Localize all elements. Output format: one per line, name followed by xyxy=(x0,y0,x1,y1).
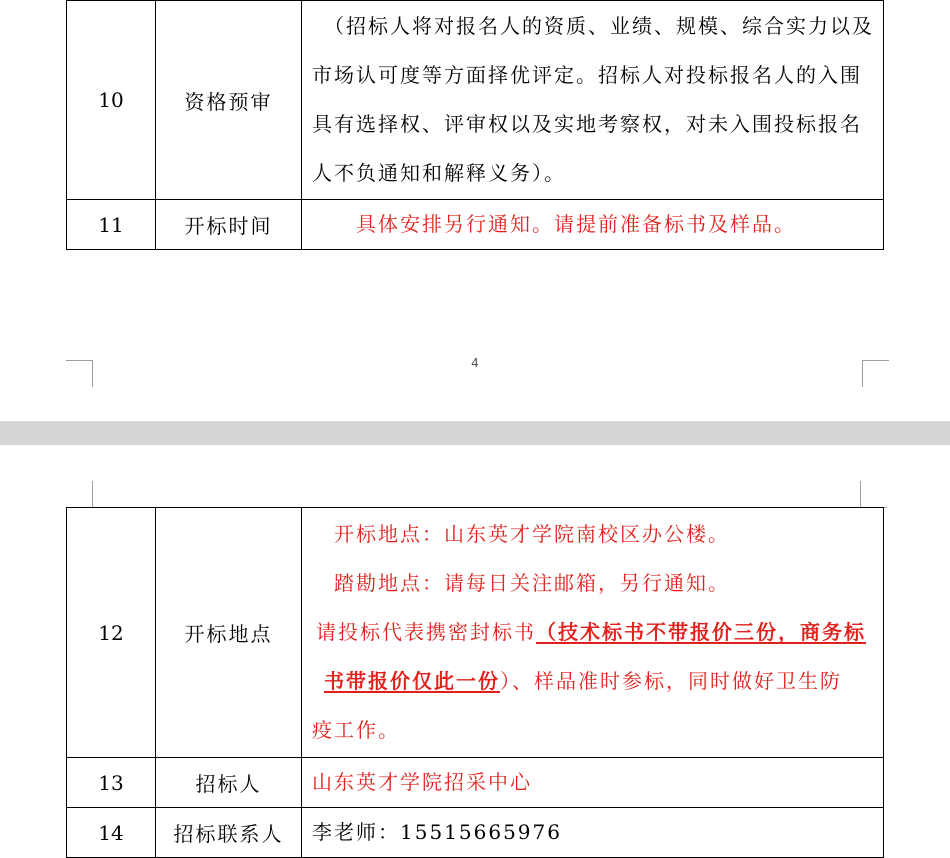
content-line xyxy=(312,657,877,706)
table-row xyxy=(67,508,884,758)
table-row xyxy=(67,200,884,250)
content-line: 人不负通知和解释义务）。 xyxy=(312,161,566,185)
row-item-label: 招标人 xyxy=(156,758,302,808)
row-number: 13 xyxy=(67,758,156,808)
row-number: 14 xyxy=(67,808,156,858)
margin-corner-mark xyxy=(66,481,93,508)
table-row xyxy=(67,1,884,200)
document-page-5 xyxy=(0,445,950,856)
row-content xyxy=(302,508,884,758)
instruction-text: ）、样品准时参标，同时做好卫生防 xyxy=(500,669,842,693)
tenderer-name: 山东英才学院招采中心 xyxy=(312,770,532,794)
emphasis-text: 书带报价仅此一份 xyxy=(324,669,500,693)
opening-time-text: 具体安排另行通知。请提前准备标书及样品。 xyxy=(356,212,796,236)
content-line: （招标人将对报名人的资质、业绩、规模、综合实力以及 xyxy=(324,14,874,38)
row-item-label: 招标联系人 xyxy=(156,808,302,858)
content-line xyxy=(312,608,877,657)
row-item-label: 开标时间 xyxy=(156,200,302,250)
row-number: 10 xyxy=(67,1,156,200)
row-content xyxy=(302,200,884,250)
bidding-info-table-part1 xyxy=(66,0,884,250)
content-line: 具有选择权、评审权以及实地考察权，对未入围投标报名 xyxy=(312,112,862,136)
table-row xyxy=(67,808,884,858)
site-visit-line: 踏勘地点：请每日关注邮箱，另行通知。 xyxy=(334,571,730,595)
row-content xyxy=(302,758,884,808)
page-separator xyxy=(0,421,950,445)
margin-corner-mark xyxy=(860,481,887,508)
opening-location-line: 开标地点：山东英才学院南校区办公楼。 xyxy=(334,522,730,546)
row-content xyxy=(302,1,884,200)
content-line: 疫工作。 xyxy=(312,718,400,742)
row-number: 12 xyxy=(67,508,156,758)
document-page-4 xyxy=(0,0,950,421)
contact-person: 李老师：15515665976 xyxy=(312,820,562,844)
instruction-text: 请投标代表携密封标书 xyxy=(316,620,536,644)
table-row xyxy=(67,758,884,808)
row-item-label: 开标地点 xyxy=(156,508,302,758)
bidding-info-table-part2 xyxy=(66,507,884,858)
row-number: 11 xyxy=(67,200,156,250)
page-number: 4 xyxy=(471,356,479,370)
row-item-label: 资格预审 xyxy=(156,1,302,200)
emphasis-text: （技术标书不带报价三份，商务标 xyxy=(536,620,866,644)
content-line: 市场认可度等方面择优评定。招标人对投标报名人的入围 xyxy=(312,63,862,87)
margin-corner-mark xyxy=(862,360,889,387)
row-content xyxy=(302,808,884,858)
